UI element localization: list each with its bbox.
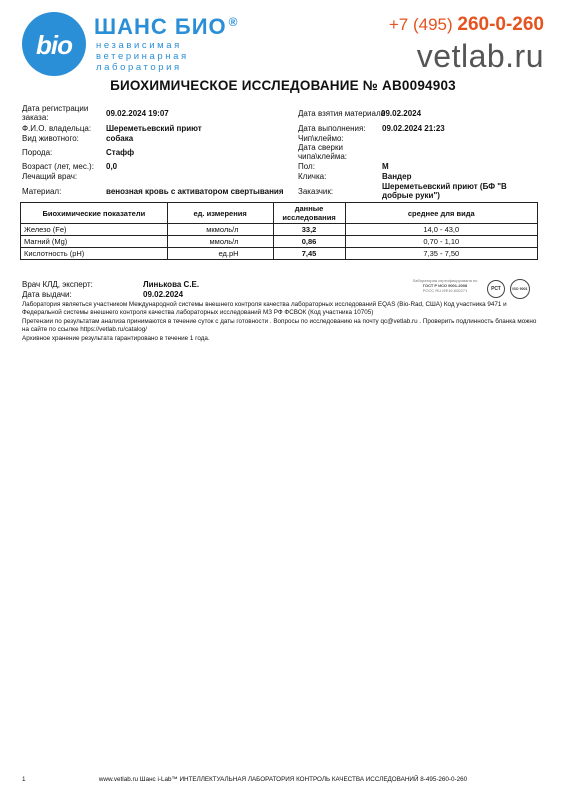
sex-value: М [382,162,389,171]
sample-date-value: 09.02.2024 [381,109,422,118]
chip-label: Чип\клеймо: [298,134,344,143]
indicator-name: Магний (Mg) [21,236,168,248]
registered-mark: ® [228,14,239,29]
site-url: vetlab.ru [416,38,544,74]
customer-value: Шереметьевский приют (БФ "В добрые руки") [382,182,507,200]
indicator-reference: 7,35 - 7,50 [345,248,537,260]
indicator-name: Железо (Fe) [21,224,168,236]
issue-date-label: Дата выдачи: [22,290,72,299]
stamp-line-3: РОСС RU.ИФ16.К00271 [422,288,468,293]
sex-label: Пол: [298,162,315,171]
iso-cert-icon: ISO 9001 [510,279,530,299]
owner-label: Ф.И.О. владельца: [22,124,92,133]
tagline-line-3: лаборатория [96,62,182,73]
phone [389,14,544,36]
age-value: 0,0 [106,162,118,171]
indicator-value: 0,86 [273,236,345,248]
brand-name [94,14,238,40]
owner-value: Шереметьевский приют [106,124,202,133]
stamp-line-2: ГОСТ Р ИСО 9001-2008 [422,283,468,288]
breed-value: Стафф [106,148,135,157]
material-label: Материал: [22,187,62,196]
table-row [21,248,538,260]
table-row [21,236,538,248]
species-label: Вид животного: [22,134,79,143]
expert-label: Врач КЛД, эксперт: [22,280,93,289]
expert-value: Линькова С.Е. [143,280,200,289]
table-header-row [21,203,538,224]
customer-label: Заказчик: [298,187,334,196]
indicator-name: Кислотность (pH) [21,248,168,260]
table-row [21,224,538,236]
breed-label: Порода: [22,148,53,157]
results-table [20,202,538,260]
col-header-unit: ед. измерения [167,203,273,224]
nickname-label: Кличка: [298,172,327,181]
reg-date-label: Дата регистрации заказа: [22,104,89,122]
tagline-line-1: независимая [96,40,182,51]
tagline-line-2: ветеринарная [96,51,189,62]
footer-text: www.vetlab.ru Шанс i-Lab™ ИНТЕЛЛЕКТУАЛЬНАЯ ЛАБОРАТОРИЯ КОНТРОЛЬ КАЧЕСТВА ИССЛЕДОВАНИЙ 8-495-260-0-260 [98,776,468,783]
indicator-unit: мкмоль/л [167,224,273,236]
note-archive: Архивное хранение результата гарантировано в течение 1 года. [22,335,210,342]
col-header-value: данные исследования [273,203,345,224]
indicator-unit: ммоль/л [167,236,273,248]
reg-date-value: 09.02.2024 19:07 [106,109,169,118]
phone-prefix: +7 (495) [388,15,453,34]
stamp-line-1: Лаборатория сертифицирована по [412,278,478,283]
done-date-value: 09.02.2024 21:23 [382,124,445,133]
phone-number: 260-0-260 [457,14,544,35]
issue-date-value: 09.02.2024 [143,290,184,299]
done-date-label: Дата выполнения: [298,124,366,133]
doctor-label: Лечащий врач: [22,172,78,181]
indicator-value: 33,2 [273,224,345,236]
indicator-unit: ед.pH [167,248,273,260]
pct-cert-icon: РСТ [487,280,505,298]
indicator-value: 7,45 [273,248,345,260]
nickname-value: Вандер [382,172,412,181]
sample-date-label: Дата взятия материала [298,109,386,118]
material-value: венозная кровь с активатором свертывания [106,187,284,196]
indicator-reference: 0,70 - 1,10 [345,236,537,248]
age-label: Возраст (лет, мес.): [22,162,94,171]
col-header-reference: среднее для вида [345,203,537,224]
col-header-indicator: Биохимические показатели [21,203,168,224]
logo-text: bio [36,30,72,60]
document-title: БИОХИМИЧЕСКОЕ ИССЛЕДОВАНИЕ № AB0094903 [110,78,456,93]
indicator-reference: 14,0 - 43,0 [345,224,537,236]
verify-date-label: Дата сверки чипа\клейма: [298,143,347,161]
certification-stamp [405,278,485,293]
species-value: собака [106,134,134,143]
note-eqas: Лаборатория являеться участником Международной системы внешнего контроля качества лабораторных исследований EQAS (Bio-Rad, США) Код участника 9471 и Федеральной системы внешнего контроля качества лабораторных исследований МЗ РФ ФСВОК (Код участника 10705) [22,301,507,317]
brand-text: ШАНС БИО [94,14,227,39]
page-number: 1 [22,776,26,783]
note-claims: Претензии по результатам анализа принимаются в течение суток с даты готовности . Вопросы по исследованию на почту qc@vetlab.ru . Проверить подлинность бланка можно на сайте по ссылке https://vetlab.ru/catalog/ [22,318,537,334]
